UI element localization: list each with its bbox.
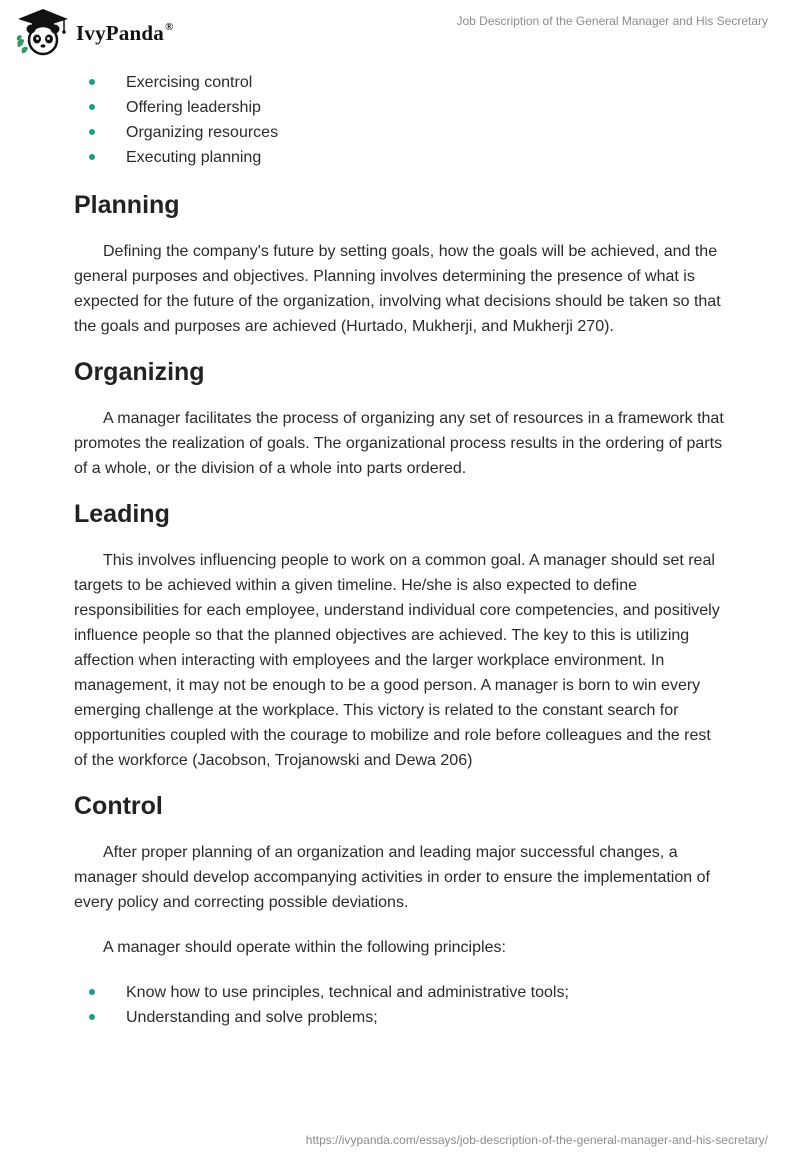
bullet-icon (89, 79, 95, 85)
list-item: Offering leadership (74, 95, 724, 120)
paragraph-planning: Defining the company's future by setting goals, how the goals will be achieved, and the general purposes and objectives. Planning involves determining the presence of what is expected for the future of the organization, involving what decisions should be taken so that the goals and purposes are achieved (Hurtado, Mukherji, and Mukherji 270). (74, 243, 721, 335)
bullet-icon (89, 154, 95, 160)
list-item: Understanding and solve problems; (74, 1005, 724, 1030)
bullet-icon (89, 1014, 95, 1020)
heading-leading: Leading (74, 500, 170, 528)
list-item: Organizing resources (74, 120, 724, 145)
list-item: Exercising control (74, 70, 724, 95)
principles-list (74, 980, 724, 1030)
paragraph-control-2: A manager should operate within the following principles: (103, 939, 506, 956)
brand-name: IvyPanda® (76, 20, 174, 45)
list-item: Know how to use principles, technical and administrative tools; (74, 980, 724, 1005)
paragraph-organizing: A manager facilitates the process of organizing any set of resources in a framework that promotes the realization of goals. The organizational process results in the ordering of parts of a whole, or the division of a whole into parts ordered. (74, 410, 724, 477)
list-item: Executing planning (74, 145, 724, 170)
bullet-icon (89, 129, 95, 135)
article-body (74, 70, 724, 1030)
document-title: Job Description of the General Manager and His Secretary (456, 14, 768, 28)
paragraph-leading: This involves influencing people to work on a common goal. A manager should set real targets to be achieved within a given timeline. He/she is also expected to define responsibilities for each employee, understand individual core competencies, and positively influence people so that the planned objectives are achieved. The key to this is utilizing affection when interacting with employees and the larger workplace environment. In management, it may not be enough to be a good person. A manager is born to win every emerging challenge at the workplace. This victory is related to the constant search for opportunities coupled with the courage to mobilize and role before colleagues and the rest of the workforce (Jacobson, Trojanowski and Dewa 206) (74, 552, 720, 769)
bullet-icon (89, 104, 95, 110)
paragraph-control-1: After proper planning of an organization and leading major successful changes, a manager should develop accompanying activities in order to ensure the implementation of every policy and correcting possible deviations. (74, 844, 710, 911)
heading-organizing: Organizing (74, 358, 205, 386)
panda-graduate-icon (14, 7, 72, 57)
source-url[interactable]: https://ivypanda.com/essays/job-description-of-the-general-manager-and-his-secretary/ (305, 1133, 768, 1147)
bullet-icon (89, 989, 95, 995)
heading-planning: Planning (74, 191, 180, 219)
intro-list (74, 70, 724, 170)
heading-control: Control (74, 792, 163, 820)
ivypanda-logo[interactable] (14, 7, 173, 57)
page-header (0, 0, 800, 62)
